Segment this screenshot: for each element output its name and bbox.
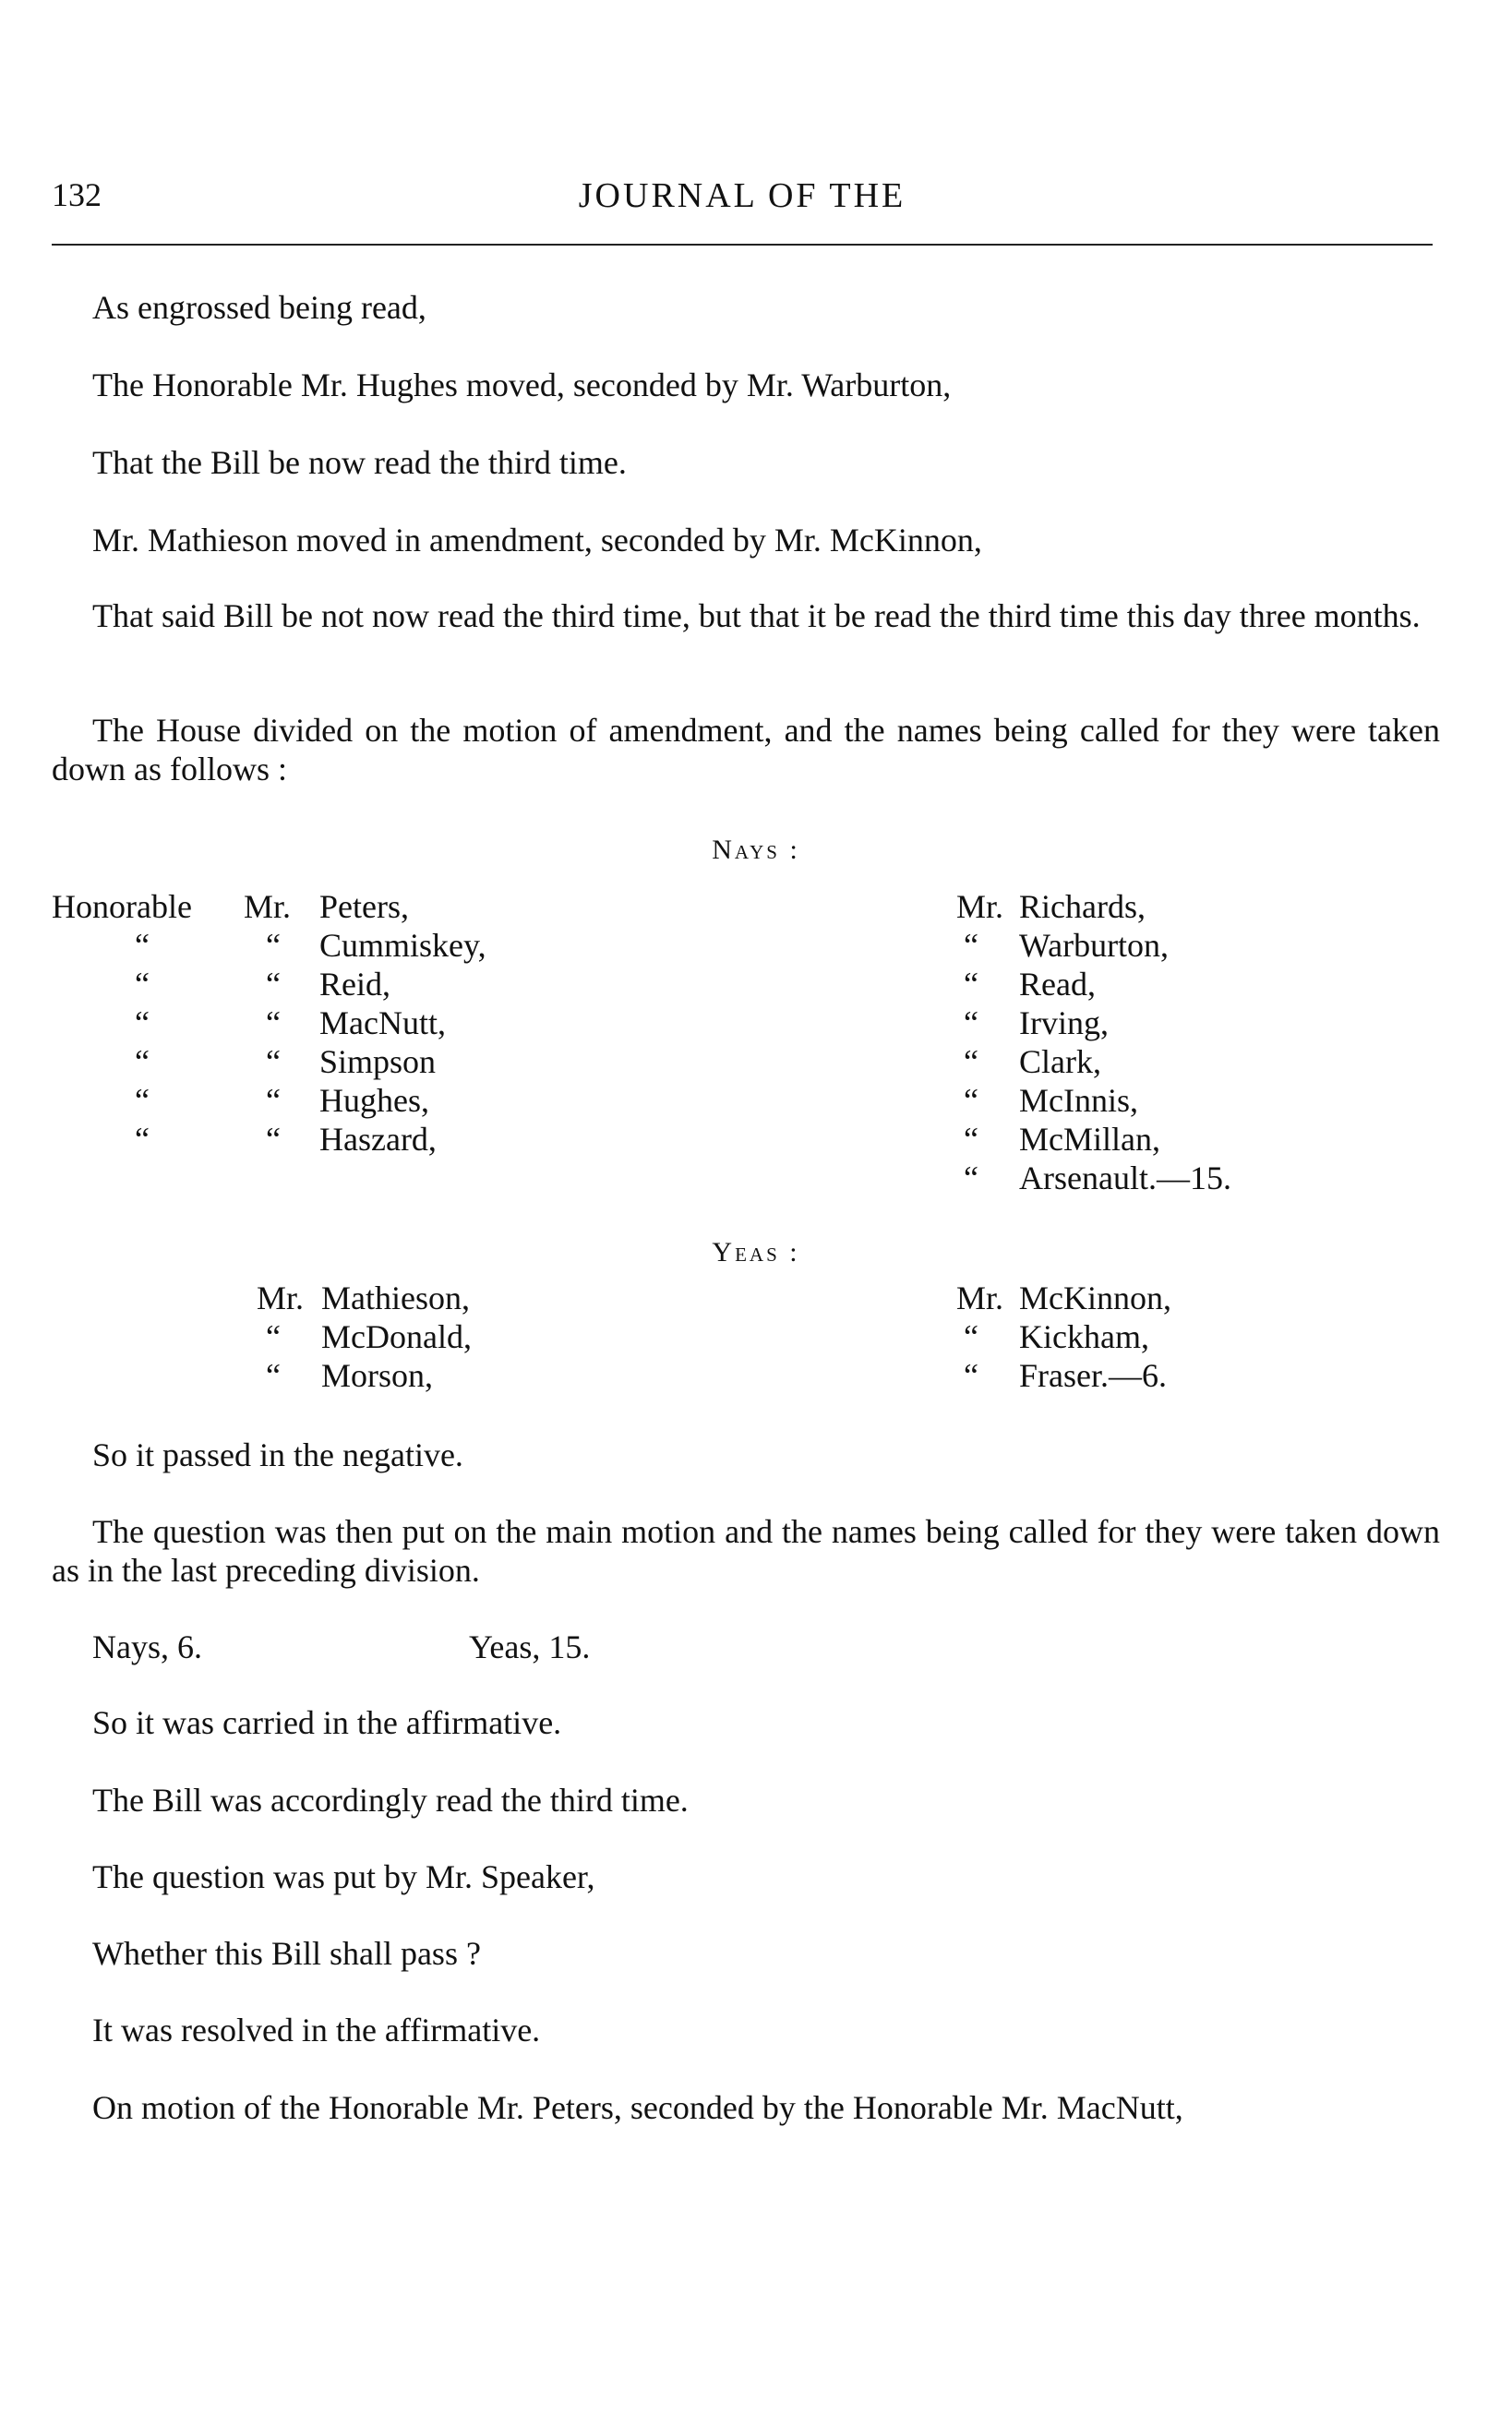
ditto-mark: “: [135, 927, 150, 964]
ditto-mark: “: [964, 1082, 978, 1119]
paragraph-read-third: The Bill was accordingly read the third time.: [92, 1782, 689, 1819]
yeas-heading: Yeas :: [712, 1237, 800, 1268]
member-name: Simpson: [319, 1043, 437, 1080]
ditto-mark: “: [266, 1004, 281, 1041]
member-name: Warburton,: [1019, 927, 1170, 964]
paragraph-speaker: The question was put by Mr. Speaker,: [92, 1858, 595, 1895]
member-name: McKinnon,: [1019, 1280, 1171, 1316]
paragraph-three-months: That said Bill be not now read the third time, but that it be read the third time this day three months.: [92, 597, 1421, 634]
paragraph-negative: So it passed in the negative.: [92, 1436, 463, 1473]
ditto-mark: “: [964, 1121, 978, 1158]
paragraph-resolved: It was resolved in the affirmative.: [92, 2012, 541, 2049]
ditto-mark: “: [266, 927, 281, 964]
ditto-mark: “: [266, 1082, 281, 1119]
paragraph-whether-pass: Whether this Bill shall pass ?: [92, 1935, 481, 1972]
nays-heading: Nays :: [712, 835, 800, 865]
ditto-mark: “: [964, 1043, 978, 1080]
paragraph-third-time: That the Bill be now read the third time.: [92, 444, 627, 481]
ditto-mark: “: [266, 966, 281, 1003]
member-name: Read,: [1019, 966, 1096, 1003]
member-name: Arsenault.—15.: [1019, 1159, 1231, 1196]
mr-title: Mr.: [956, 888, 1004, 925]
member-name: Cummiskey,: [319, 927, 486, 964]
ditto-mark: “: [135, 1043, 150, 1080]
ditto-mark: “: [964, 1318, 978, 1355]
page-number: 132: [52, 176, 102, 213]
tally-nays: Nays, 6.: [92, 1628, 202, 1665]
member-name: Irving,: [1019, 1004, 1109, 1041]
member-name: McMillan,: [1019, 1121, 1160, 1158]
ditto-mark: “: [964, 966, 978, 1003]
member-name: McInnis,: [1019, 1082, 1138, 1119]
mr-title: Mr.: [257, 1280, 305, 1316]
member-name: McDonald,: [321, 1318, 472, 1355]
mr-title: Mr.: [956, 1280, 1004, 1316]
ditto-mark: “: [135, 1004, 150, 1041]
member-name: Haszard,: [319, 1121, 437, 1158]
member-name: Richards,: [1019, 888, 1146, 925]
member-name: Hughes,: [319, 1082, 429, 1119]
running-head: JOURNAL OF THE: [578, 176, 906, 215]
member-name: Fraser.—6.: [1019, 1357, 1167, 1394]
ditto-mark: “: [964, 1159, 978, 1196]
member-name: Morson,: [321, 1357, 434, 1394]
ditto-mark: “: [964, 927, 978, 964]
page-header: [52, 175, 1433, 222]
header-rule: [52, 244, 1433, 246]
paragraph-main-motion: The question was then put on the main motion and the names being called for they were taken down as in the last preceding division.: [52, 1513, 1440, 1589]
member-name: MacNutt,: [319, 1004, 446, 1041]
mr-title: Mr.: [244, 888, 292, 925]
ditto-mark: “: [266, 1121, 281, 1158]
honorable-title: Honorable: [52, 888, 192, 925]
ditto-mark: “: [135, 1082, 150, 1119]
ditto-mark: “: [964, 1357, 978, 1394]
paragraph-on-motion: On motion of the Honorable Mr. Peters, seconded by the Honorable Mr. MacNutt,: [92, 2089, 1183, 2126]
ditto-mark: “: [135, 966, 150, 1003]
member-name: Kickham,: [1019, 1318, 1149, 1355]
ditto-mark: “: [964, 1004, 978, 1041]
ditto-mark: “: [135, 1121, 150, 1158]
member-name: Mathieson,: [321, 1280, 470, 1316]
tally-yeas: Yeas, 15.: [469, 1628, 591, 1665]
member-name: Reid,: [319, 966, 390, 1003]
ditto-mark: “: [266, 1318, 281, 1355]
member-name: Clark,: [1019, 1043, 1101, 1080]
ditto-mark: “: [266, 1043, 281, 1080]
ditto-mark: “: [266, 1357, 281, 1394]
member-name: Peters,: [319, 888, 409, 925]
paragraph-house-divided: The House divided on the motion of amendment, and the names being called for they were taken down as follows :: [52, 712, 1440, 787]
paragraph-affirmative: So it was carried in the affirmative.: [92, 1704, 562, 1741]
paragraph-amendment: Mr. Mathieson moved in amendment, seconded by Mr. McKinnon,: [92, 522, 982, 559]
paragraph-engrossed: As engrossed being read,: [92, 289, 426, 326]
paragraph-hughes-moved: The Honorable Mr. Hughes moved, seconded by Mr. Warburton,: [92, 366, 952, 403]
